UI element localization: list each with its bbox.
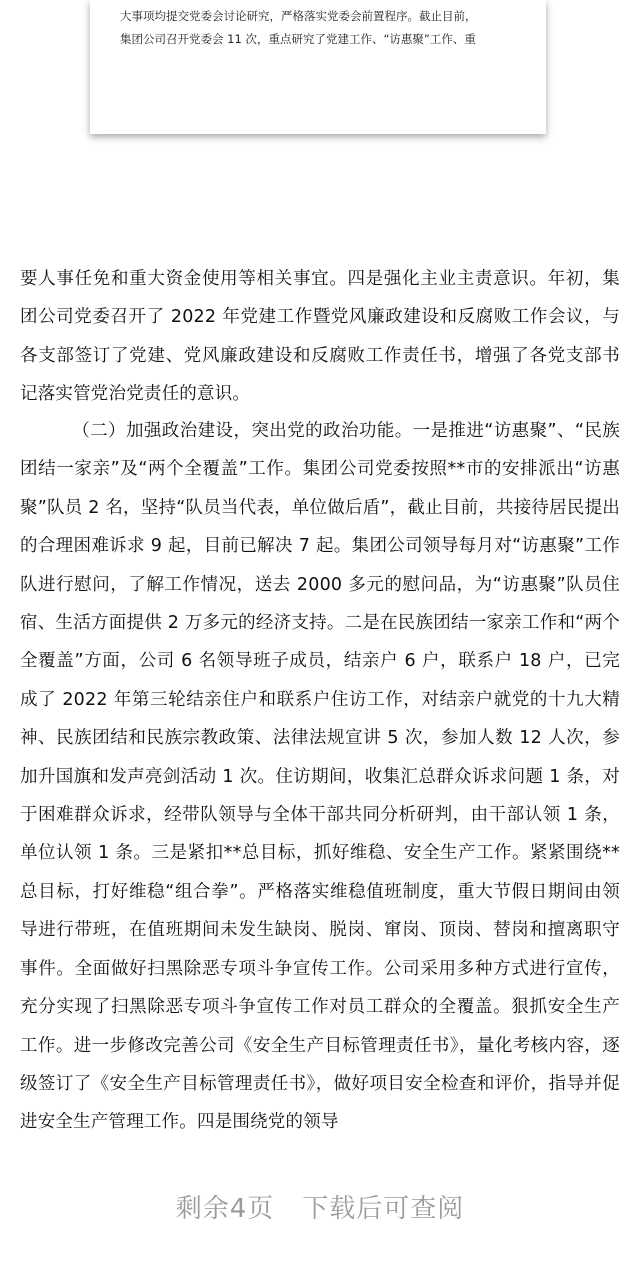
body-paragraph-text: （二）加强政治建设，突出党的政治功能。一是推进“访惠聚”、“民族团结一家亲”及“两个全覆盖”工作。集团公司党委按照**市的安排派出“访惠聚”队员 2 名，坚持“队员当代表，单位做后盾”，截止目前，共接待居民提出的合理困难诉求 9 起，目前已解决 7 起。集团公司领导每月对“访惠聚”工作队进行慰问，了解工作情况，送去 2000 多元的慰问品，为“访惠聚”队员住宿、生活方面提供 2 万多元的经济支持。二是在民族团结一家亲工作和“两个全覆盖”方面，公司 6 名领导班子成员，结亲户 6 户，联系户 18 户，已完成了 2022 年第三轮结亲住户和联系户住访工作，对结亲户就党的十九大精神、民族团结和民族宗教政策、法律法规宣讲 5 次，参加人数 12 人次，参加升国旗和发声亮剑活动 1 次。住访期间，收集汇总群众诉求问题 1 条，对于困难群众诉求，经带队领导与全体干部共同分析研判，由干部认领 1 条，单位认领 1 条。三是紧扣**总目标，抓好维稳、安全生产工作。紧紧围绕**总目标，打好维稳“组合拳”。严格落实维稳值班制度，重大节假日期间由领导进行带班，在值班期间未发生缺岗、脱岗、窜岗、顶岗、替岗和擅离职守事件。全面做好扫黑除恶专项斗争宣传工作。公司采用多种方式进行宣传，充分实现了扫黑除恶专项斗争宣传工作对员工群众的全覆盖。狠抓安全生产工作。进一步修改完善公司《安全生产目标管理责任书》，量化考核内容，逐级签订了《安全生产目标管理责任书》，做好项目安全检查和评价，指导并促进安全生产管理工作。四是围绕党的领导 xyxy=(20,421,620,1133)
preview-text-line: 集团公司召开党委会 11 次，重点研究了党建工作、“访惠聚”工作、重 xyxy=(120,32,476,46)
document-preview-card xyxy=(90,0,546,134)
body-paragraph: 要人事任免和重大资金使用等相关事宜。四是强化主业主责意识。年初，集团公司党委召开了 2022 年党建工作暨党风廉政建设和反腐败工作会议，与各支部签订了党建、党风廉政建设和反腐败工作责任书，增强了各党支部书记落实管党治党责任的意识。 xyxy=(20,269,620,405)
download-label: 下载后可查阅 xyxy=(302,1194,465,1224)
download-to-read-more-link[interactable] xyxy=(0,1188,640,1225)
remaining-pages-label: 剩余4页 xyxy=(175,1194,275,1224)
preview-text-line: 大事项均提交党委会讨论研究，严格落实党委会前置程序。截止目前， xyxy=(120,9,477,23)
body-paragraph xyxy=(20,412,620,1142)
